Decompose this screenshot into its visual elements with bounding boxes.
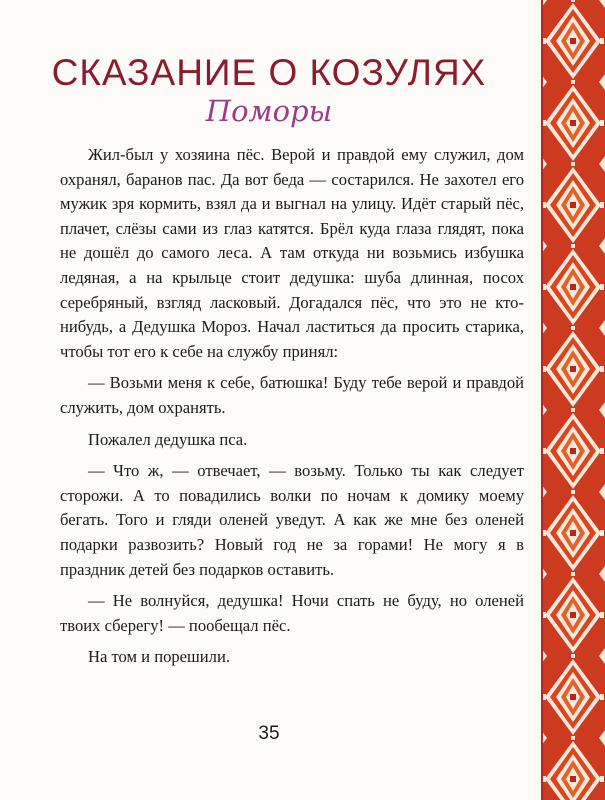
- story-text: [60, 143, 524, 677]
- paragraph: На том и порешили.: [88, 647, 230, 667]
- paragraph: Жил-был у хозяина пёс. Верой и правдой ему служил, дом охранял, баранов пас. Да вот беда — состарился. Не захотел его мужик зря кормить, взял да и выгнал на улицу. Идёт старый пёс, плачет, слёзы сами из глаз катятся. Брёл куда глаза глядят, пока не дошёл до самого леса. А там откуда ни возьмись избушка ледяная, а на крыльце стоит дедушка: шуба длинная, посох серебряный, взгляд ласковый. Догадался пёс, что это не кто-нибудь, а Дедушка Мороз. Начал ластиться да просить старика, чтобы тот его к себе на службу принял:: [60, 145, 524, 361]
- paragraph: Пожалел дедушка пса.: [88, 429, 248, 449]
- folk-embroidery-border-icon: [541, 0, 605, 800]
- story-subtitle: Поморы: [205, 94, 333, 128]
- page-number: 35: [258, 723, 280, 744]
- paragraph: — Что ж, — отвечает, — возьму. Только ты как следует сторожи. А то повадились волки по ночам к домику моему бегать. Того и гляди оленей уведут. А как же мне без оленей подарки развозить? Новый год не за горами! Не могу я в праздник детей без подарков оставить.: [60, 461, 524, 579]
- paragraph: — Возьми меня к себе, батюшка! Буду тебе верой и правдой служить, дом охранять.: [60, 373, 524, 417]
- story-title: СКАЗАНИЕ О КОЗУЛЯХ: [51, 52, 487, 93]
- paragraph: — Не волнуйся, дедушка! Ночи спать не буду, но оленей твоих сберегу! — пообещал пёс.: [60, 591, 524, 635]
